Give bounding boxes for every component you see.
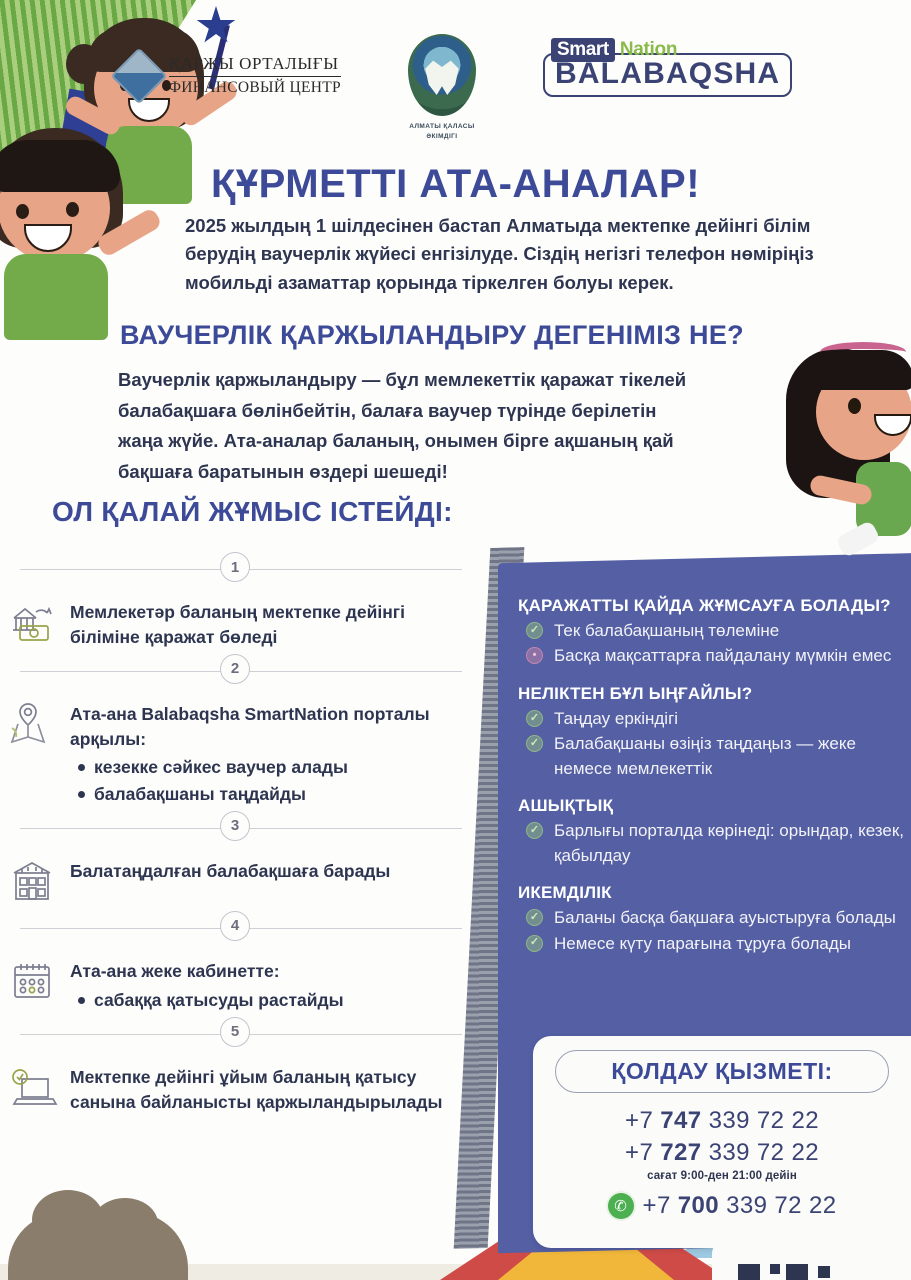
step-sublist bbox=[70, 987, 344, 1013]
support-phone-whatsapp[interactable] bbox=[643, 1190, 837, 1222]
panel-list-transparency bbox=[518, 819, 911, 868]
check-circle-icon: ✓ bbox=[526, 822, 543, 839]
phone1-rest: 339 72 22 bbox=[701, 1107, 819, 1134]
panel-heading-transparency: АШЫҚТЫҚ bbox=[518, 796, 614, 816]
step-text: Ата-ана жеке кабинетте: bbox=[70, 960, 280, 981]
laptop-check-icon bbox=[8, 1061, 60, 1113]
support-card bbox=[533, 1036, 911, 1248]
girl-shoe bbox=[835, 520, 881, 558]
panel-list-item bbox=[518, 932, 911, 956]
step-number: 4 bbox=[220, 911, 250, 941]
logo-smart-text: Smart bbox=[551, 38, 615, 62]
panel-item-text: Немесе күту парағына тұруға болады bbox=[554, 933, 852, 953]
step-text: Мемлекетәр баланың мектепке дейінгі біліміне қаражат бөледі bbox=[70, 602, 405, 647]
check-circle-icon: ✓ bbox=[526, 909, 543, 926]
wa-code: 700 bbox=[677, 1192, 720, 1220]
page-title: ҚҰРМЕТТІ АТА-АНАЛАР! bbox=[210, 162, 701, 206]
step-item-2 bbox=[0, 688, 470, 811]
girl-headband bbox=[820, 342, 906, 362]
qr-code-icon bbox=[738, 1264, 848, 1280]
kindergarten-building-icon bbox=[8, 855, 60, 907]
section-body-what-is: Ваучерлік қаржыландыру — бұл мемлекеттік қаражат тікелей балабақшаға бөлінбейтін, балаға ваучер түрінде берілетін жаңа жүйе. Ата-аналар баланың, онымен бірге ақшаның қай бақшаға баратынын өздері шешеді! bbox=[118, 369, 687, 483]
check-circle-icon: ✓ bbox=[526, 935, 543, 952]
fin-logo-line2: ФИНАНСОВЫЙ ЦЕНТР bbox=[168, 79, 341, 97]
step-item-3 bbox=[0, 845, 470, 911]
phone1-code: 747 bbox=[660, 1107, 702, 1134]
step-number: 3 bbox=[220, 811, 250, 841]
whatsapp-icon: ✆ bbox=[608, 1193, 634, 1219]
step-divider bbox=[0, 552, 470, 586]
qr-code-card[interactable] bbox=[712, 1238, 911, 1280]
benefits-content bbox=[518, 596, 911, 971]
panel-list-item bbox=[518, 644, 911, 668]
almaty-caption-line2: ӘКІМДІГІ bbox=[426, 132, 458, 140]
panel-item-text: Басқа мақсаттарға пайдалану мүмкін емес bbox=[554, 646, 892, 666]
panel-item-text: Баланы басқа бақшаға ауыстыруға болады bbox=[554, 908, 896, 928]
panel-heading-convenient: НЕЛІКТЕН БҰЛ ЫҢҒАЙЛЫ? bbox=[518, 683, 753, 703]
support-phone-1[interactable] bbox=[549, 1105, 895, 1137]
bush-illustration bbox=[8, 1212, 188, 1280]
step-number: 2 bbox=[220, 654, 250, 684]
logo-balabaqsha-text: BALABAQSHA bbox=[554, 57, 781, 90]
step-sub-item: балабақшаны таңдайды bbox=[70, 781, 458, 807]
calendar-check-icon bbox=[8, 955, 60, 1007]
almaty-emblem-icon bbox=[408, 34, 476, 116]
shirt bbox=[4, 254, 108, 340]
step-sub-item: сабаққа қатысуды растайды bbox=[70, 987, 344, 1013]
panel-list-item bbox=[518, 619, 911, 643]
panel-list-convenient bbox=[518, 707, 911, 781]
phone2-prefix: +7 bbox=[625, 1138, 661, 1166]
panel-heading-spending: ҚАРАЖАТТЫ ҚАЙДА ЖҰМСАУҒА БОЛАДЫ? bbox=[518, 596, 891, 615]
steps-list bbox=[0, 552, 470, 1119]
step-sublist bbox=[70, 754, 458, 807]
panel-heading-flexibility: ИКЕМДІЛІК bbox=[518, 883, 612, 903]
wa-rest: 339 72 22 bbox=[719, 1192, 837, 1220]
step-text: Ата-ана Balabaqsha SmartNation порталы арқылы: bbox=[70, 703, 430, 749]
almaty-akimat-logo bbox=[377, 34, 507, 142]
bank-money-icon bbox=[8, 596, 60, 648]
smartnation-balabaqsha-logo bbox=[543, 38, 792, 97]
step-number: 1 bbox=[220, 552, 250, 582]
step-divider bbox=[0, 911, 470, 945]
panel-list-item bbox=[518, 732, 911, 781]
check-circle-icon: ✓ bbox=[526, 710, 543, 727]
panel-list-spending bbox=[518, 619, 911, 669]
panel-item-text: Таңдау еркіндігі bbox=[554, 708, 679, 728]
phone1-prefix: +7 bbox=[625, 1107, 661, 1134]
step-divider bbox=[0, 654, 470, 688]
support-hours: сағат 9:00-ден 21:00 дейін bbox=[647, 1170, 797, 1183]
phone2-code: 727 bbox=[660, 1138, 702, 1166]
diamond-logo-icon bbox=[110, 47, 167, 104]
step-item-4 bbox=[0, 945, 470, 1017]
panel-list-item bbox=[518, 707, 911, 731]
panel-list-flexibility bbox=[518, 906, 911, 956]
step-item-5 bbox=[0, 1051, 470, 1119]
step-text: Балатаңдалған балабақшаға барады bbox=[70, 860, 391, 881]
girl-illustration bbox=[782, 330, 911, 580]
support-title: ҚОЛДАУ ҚЫЗМЕТІ: bbox=[555, 1050, 889, 1093]
logo-nation-text: Nation bbox=[619, 39, 678, 60]
panel-item-text: Тек балабақшаның төлеміне bbox=[554, 621, 780, 640]
phone2-rest: 339 72 22 bbox=[701, 1138, 819, 1166]
wa-prefix: +7 bbox=[642, 1192, 678, 1220]
step-number: 5 bbox=[220, 1017, 250, 1047]
girl-eye bbox=[848, 398, 861, 414]
panel-list-item bbox=[518, 819, 911, 868]
step-item-1 bbox=[0, 586, 470, 654]
step-text: Мектепке дейінгі ұйым баланың қатысу санына байланысты қаржыландырылады bbox=[70, 1066, 443, 1112]
panel-item-text: Балабақшаны өзіңіз таңдаңыз — жеке немесе мемлекеттік bbox=[554, 734, 856, 778]
fin-logo-line1: ҚАРЖЫ ОРТАЛЫҒЫ bbox=[169, 54, 341, 77]
step-divider bbox=[0, 811, 470, 845]
section-heading-how-it-works: ОЛ ҚАЛАЙ ЖҰМЫС ІСТЕЙДІ: bbox=[52, 496, 453, 527]
intro-paragraph: 2025 жылдың 1 шілдесінен бастап Алматыда мектепке дейінгі білім берудің ваучерлік жүйесі енгізілуде. Сіздің негізгі телефон нөміріңіз мобильді азаматтар қорында тіркелген болуы керек. bbox=[185, 215, 814, 293]
check-circle-icon: ✓ bbox=[526, 622, 543, 639]
step-divider bbox=[0, 1017, 470, 1051]
map-pin-icon bbox=[8, 698, 60, 750]
panel-item-text: Барлығы порталда көрінеді: орындар, кезек, қабылдау bbox=[554, 821, 905, 865]
check-circle-icon: ✓ bbox=[526, 735, 543, 752]
almaty-caption-line1: АЛМАТЫ ҚАЛАСЫ bbox=[409, 123, 475, 130]
forbidden-circle-icon: • bbox=[526, 647, 543, 664]
financial-center-logo bbox=[119, 54, 341, 97]
whatsapp-row[interactable] bbox=[549, 1190, 895, 1222]
support-phone-2[interactable] bbox=[549, 1137, 895, 1169]
header-logos bbox=[0, 34, 911, 164]
step-sub-item: кезекке сәйкес ваучер алады bbox=[70, 754, 458, 780]
section-heading-what-is: ВАУЧЕРЛІК ҚАРЖЫЛАНДЫРУ ДЕГЕНІМІЗ НЕ? bbox=[120, 320, 744, 350]
panel-list-item bbox=[518, 906, 911, 930]
